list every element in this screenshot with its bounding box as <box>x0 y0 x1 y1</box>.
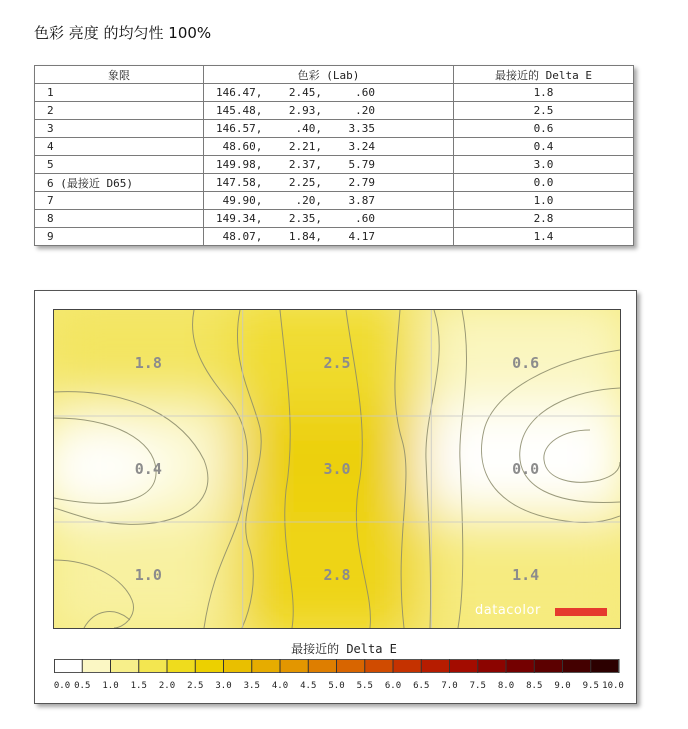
lab-cell: 48.07, 1.84, 4.17 <box>204 228 454 246</box>
table-row <box>35 192 634 210</box>
colorbar-segment <box>478 659 507 673</box>
uniformity-heatmap <box>53 309 621 629</box>
colorbar-tick-label: 8.5 <box>526 681 543 691</box>
quadrant-cell: 4 <box>35 138 204 156</box>
quadrant-cell: 3 <box>35 120 204 138</box>
col-header-delta-e: 最接近的 Delta E <box>454 66 634 84</box>
colorbar-segment <box>195 659 224 673</box>
table-row <box>35 210 634 228</box>
colorbar-segment <box>139 659 168 673</box>
lab-cell: 146.47, 2.45, .60 <box>204 84 454 102</box>
colorbar-segment <box>280 659 309 673</box>
table-row <box>35 174 634 192</box>
colorbar-segment <box>337 659 366 673</box>
colorbar-tick-label: 1.0 <box>102 681 119 691</box>
colorbar-segment <box>82 659 111 673</box>
colorbar-tick-label: 3.5 <box>243 681 260 691</box>
colorbar-tick-label: 2.0 <box>158 681 176 691</box>
colorbar-tick-label: 8.0 <box>497 681 515 691</box>
quadrant-cell: 9 <box>35 228 204 246</box>
colorbar-tick-label: 5.5 <box>356 681 373 691</box>
lab-cell: 49.90, .20, 3.87 <box>204 192 454 210</box>
quadrant-cell: 1 <box>35 84 204 102</box>
cell-value-label: 0.4 <box>134 460 162 478</box>
colorbar-tick-label: 5.0 <box>328 681 345 691</box>
cell-value-label: 1.4 <box>512 566 540 584</box>
cell-value-label: 1.0 <box>134 566 162 584</box>
page-title: 色彩 亮度 的均匀性 100% <box>34 24 212 42</box>
cell-value-label: 0.0 <box>512 460 540 478</box>
colorbar-segment <box>393 659 422 673</box>
delta-e-cell: 1.0 <box>454 192 634 210</box>
delta-e-cell: 0.0 <box>454 174 634 192</box>
colorbar-segment <box>224 659 253 673</box>
lab-cell: 147.58, 2.25, 2.79 <box>204 174 454 192</box>
datacolor-logo-bar <box>555 608 607 616</box>
colorbar-tick-label: 9.0 <box>554 681 571 691</box>
colorbar-segment <box>111 659 140 673</box>
quadrant-cell: 2 <box>35 102 204 120</box>
delta-e-cell: 0.4 <box>454 138 634 156</box>
col-header-quadrant: 象限 <box>35 66 204 84</box>
colorbar-segment <box>308 659 337 673</box>
quadrant-cell: 7 <box>35 192 204 210</box>
table-row <box>35 84 634 102</box>
lab-cell: 48.60, 2.21, 3.24 <box>204 138 454 156</box>
colorbar-tick-label: 6.0 <box>384 681 402 691</box>
colorbar-title: 最接近的 Delta E <box>291 642 397 656</box>
table-row <box>35 156 634 174</box>
table-row <box>35 120 634 138</box>
colorbar-segment <box>506 659 535 673</box>
colorbar-tick-label: 4.0 <box>271 681 289 691</box>
colorbar-segment <box>450 659 479 673</box>
delta-e-cell: 3.0 <box>454 156 634 174</box>
delta-e-cell: 2.8 <box>454 210 634 228</box>
colorbar-segment <box>365 659 394 673</box>
quadrant-cell: 5 <box>35 156 204 174</box>
quadrant-cell: 6 (最接近 D65) <box>35 174 204 192</box>
cell-value-label: 1.8 <box>134 354 162 372</box>
datacolor-logo: datacolor <box>475 603 541 618</box>
colorbar-tick-label: 1.5 <box>130 681 147 691</box>
colorbar-tick-label: 2.5 <box>187 681 204 691</box>
lab-cell: 149.34, 2.35, .60 <box>204 210 454 228</box>
colorbar-tick-label: 10.0 <box>602 681 624 691</box>
delta-e-cell: 2.5 <box>454 102 634 120</box>
colorbar-tick-label: 7.5 <box>469 681 486 691</box>
colorbar-tick-label: 6.5 <box>413 681 430 691</box>
colorbar-tick-label: 0.0 <box>54 681 71 691</box>
cell-value-label: 2.5 <box>323 354 351 372</box>
delta-e-cell: 1.4 <box>454 228 634 246</box>
colorbar-segment <box>563 659 592 673</box>
colorbar-tick-label: 0.5 <box>74 681 91 691</box>
colorbar-tick-label: 3.0 <box>215 681 232 691</box>
delta-e-cell: 0.6 <box>454 120 634 138</box>
lab-cell: 146.57, .40, 3.35 <box>204 120 454 138</box>
quadrant-table <box>34 65 634 246</box>
quadrant-cell: 8 <box>35 210 204 228</box>
cell-value-label: 3.0 <box>323 460 351 478</box>
colorbar-tick-label: 7.0 <box>441 681 458 691</box>
cell-value-label: 0.6 <box>512 354 540 372</box>
table-row <box>35 138 634 156</box>
lab-cell: 145.48, 2.93, .20 <box>204 102 454 120</box>
colorbar <box>54 659 629 699</box>
colorbar-tick-label: 4.5 <box>300 681 317 691</box>
colorbar-segment <box>54 659 83 673</box>
colorbar-segment <box>534 659 563 673</box>
colorbar-segment <box>252 659 281 673</box>
colorbar-segment <box>167 659 196 673</box>
lab-cell: 149.98, 2.37, 5.79 <box>204 156 454 174</box>
colorbar-segment <box>421 659 450 673</box>
colorbar-tick-label: 9.5 <box>582 681 599 691</box>
table-row <box>35 228 634 246</box>
delta-e-cell: 1.8 <box>454 84 634 102</box>
colorbar-segment <box>591 659 620 673</box>
table-row <box>35 102 634 120</box>
cell-value-label: 2.8 <box>323 566 351 584</box>
col-header-lab: 色彩 (Lab) <box>204 66 454 84</box>
